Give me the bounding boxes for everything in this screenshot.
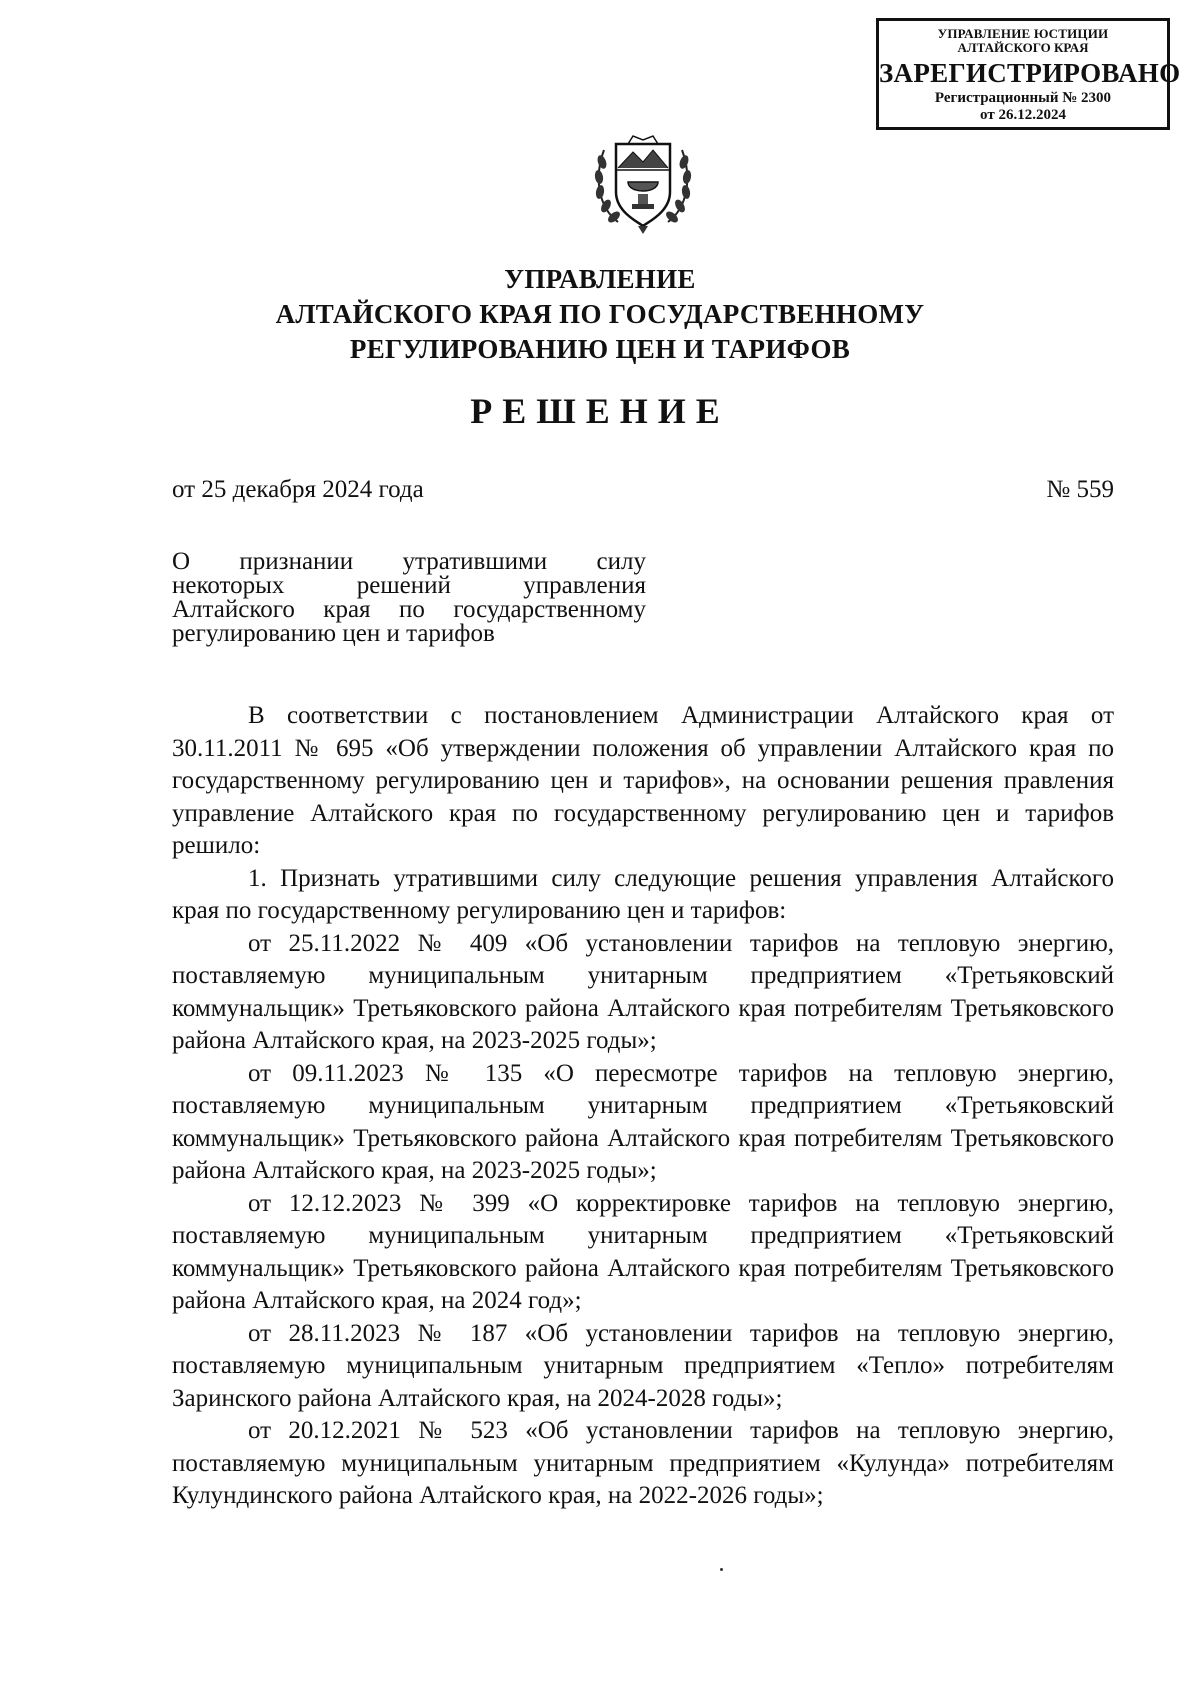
document-title: РЕШЕНИЕ xyxy=(470,391,730,431)
stamp-reg-date: от 26.12.2024 xyxy=(980,107,1066,123)
document-date: от 25 декабря 2024 года xyxy=(172,476,424,503)
paragraph-item-1: 1. Признать утратившими силу следующие решения управления Алтайского края по государственному регулированию цен и тарифов: xyxy=(172,864,1114,924)
coat-of-arms-icon xyxy=(588,122,698,240)
paragraph-decision: от 25.11.2022 № 409 «Об установлении тарифов на тепловую энергию, поставляемую муниципальным унитарным предприятием «Третьяковский коммунальщик» Третьяковского района Алтайского края потребителям Третьяковского района Алтайского края, на 2023-2025 годы»; xyxy=(172,929,1114,1054)
header-line3: РЕГУЛИРОВАНИЮ ЦЕН И ТАРИФОВ xyxy=(349,334,851,364)
document-body xyxy=(172,700,1114,1513)
subject-line: регулированию цен и тарифов xyxy=(172,620,495,647)
subject-line: О признании утратившими силу xyxy=(172,548,646,575)
stamp-reg-number: Регистрационный № 2300 xyxy=(934,90,1112,106)
document-subject xyxy=(172,550,646,646)
paragraph-decision: от 09.11.2023 № 135 «О пересмотре тарифов на тепловую энергию, поставляемую муниципальным унитарным предприятием «Третьяковский коммунальщик» Третьяковского района Алтайского края потребителям Третьяковского района Алтайского края, на 2023-2025 годы»; xyxy=(172,1059,1114,1184)
scan-speck xyxy=(720,1568,723,1571)
stamp-line2: АЛТАЙСКОГО КРАЯ xyxy=(957,40,1089,55)
stamp-status: ЗАРЕГИСТРИРОВАНО xyxy=(879,58,1181,88)
paragraph-decision: от 28.11.2023 № 187 «Об установлении тарифов на тепловую энергию, поставляемую муниципальным унитарным предприятием «Тепло» потребителям Заринского района Алтайского края, на 2024-2028 годы»; xyxy=(172,1319,1114,1412)
header-line1: УПРАВЛЕНИЕ xyxy=(504,264,696,294)
paragraph-preamble: В соответствии с постановлением Администрации Алтайского края от 30.11.2011 № 695 «Об утверждении положения об управлении Алтайского края по государственному регулированию цен и тарифов», на основании решения правления управление Алтайского края по государственному регулированию цен и тарифов решило: xyxy=(172,702,1114,859)
subject-line: Алтайского края по государственному xyxy=(172,596,646,623)
document-number: № 559 xyxy=(1046,476,1114,503)
paragraph-decision: от 20.12.2021 № 523 «Об установлении тарифов на тепловую энергию, поставляемую муниципальным унитарным предприятием «Кулунда» потребителям Кулундинского района Алтайского края, на 2022-2026 годы»; xyxy=(172,1417,1114,1509)
paragraph-decision: от 12.12.2023 № 399 «О корректировке тарифов на тепловую энергию, поставляемую муниципальным унитарным предприятием «Третьяковский коммунальщик» Третьяковского района Алтайского края потребителям Третьяковского района Алтайского края, на 2024 год»; xyxy=(172,1189,1114,1314)
header-line2: АЛТАЙСКОГО КРАЯ ПО ГОСУДАРСТВЕННОМУ xyxy=(275,299,925,329)
subject-line: некоторых решений управления xyxy=(172,572,646,599)
registration-stamp xyxy=(876,18,1181,130)
stamp-line1: УПРАВЛЕНИЕ ЮСТИЦИИ xyxy=(937,26,1109,41)
